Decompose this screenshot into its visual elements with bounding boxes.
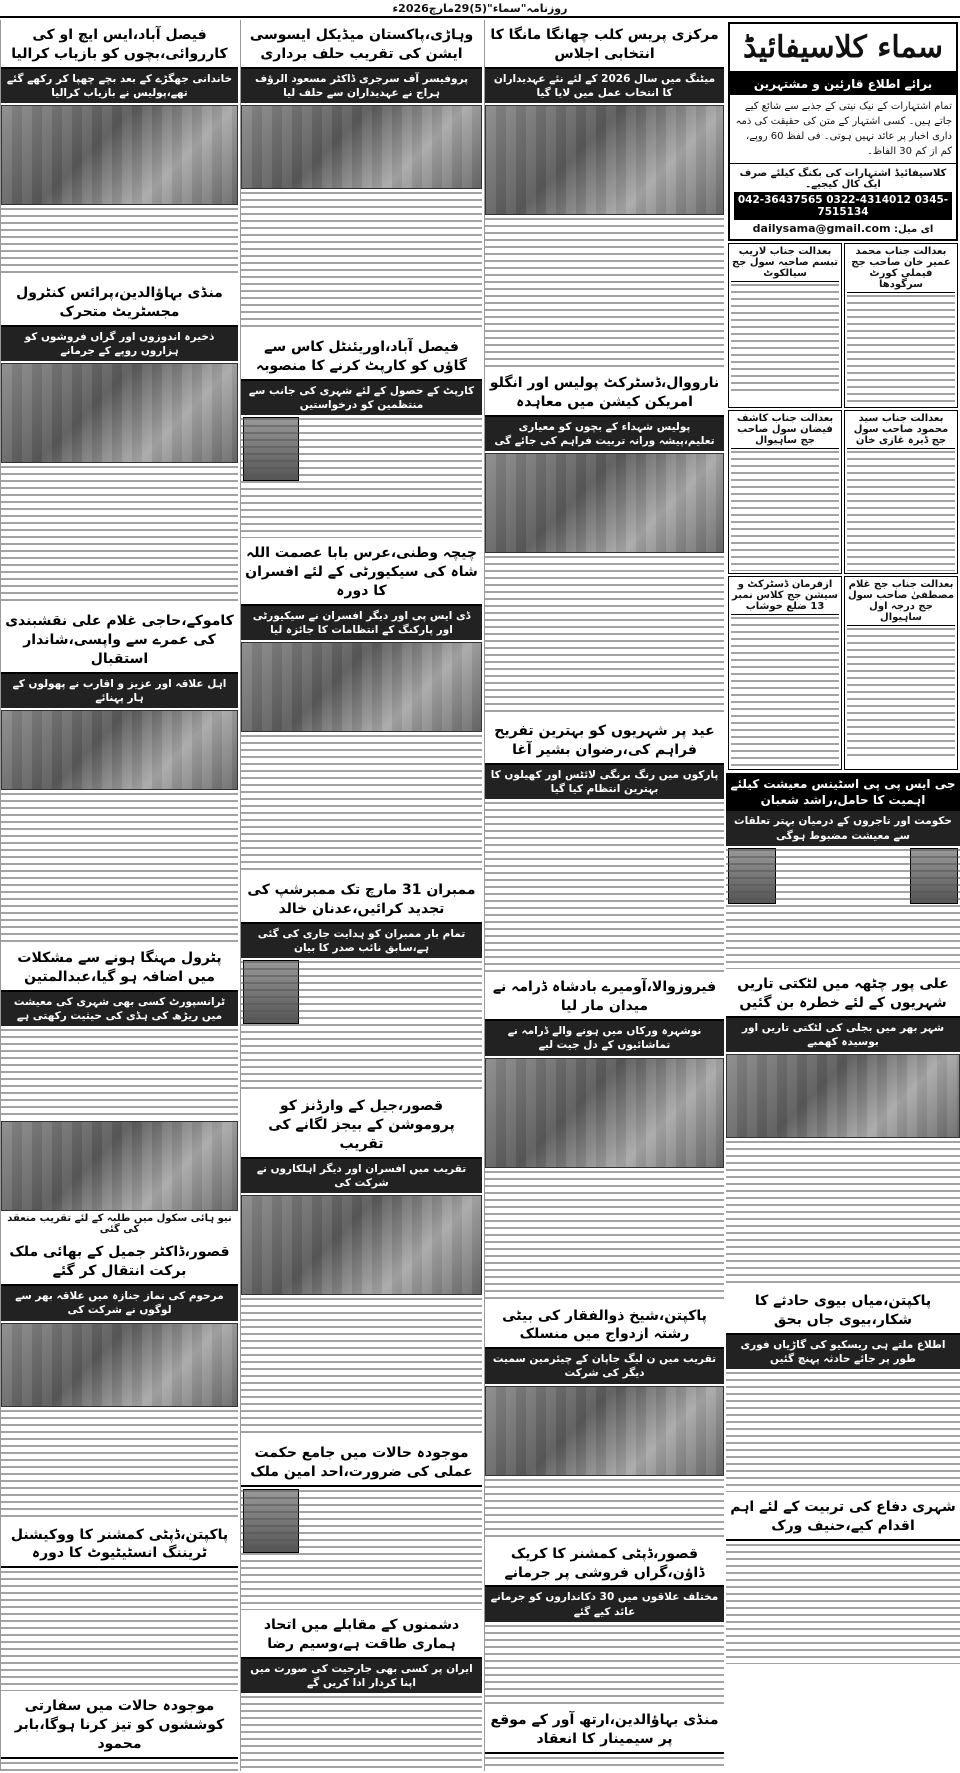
column-3 bbox=[240, 20, 482, 1771]
headline: شہری دفاع کی تربیت کے لئے اہم اقدام کیے،حنیف ورک bbox=[726, 1495, 960, 1541]
court-notice: بعدالت جناب محمد عمیر خان صاحب جج فیملی کورٹ سرگودھا bbox=[844, 243, 958, 408]
article-text bbox=[485, 1479, 724, 1539]
news-photo bbox=[1, 710, 238, 790]
court-notice: بعدالت جناب لاریب تبسم صاحبہ سول جج سیالکوٹ bbox=[728, 243, 842, 408]
classified-note: تمام اشتہارات کے نیک نیتی کے جذبے سے شائع کیے جاتے ہیں۔ کسی اشتہار کے متن کی حقیقت کی ذمہ داری اخبار پر عائد نہیں ہوتی۔ فی لفظ 60 روپے، کم از کم 30 الفاظ۔ bbox=[735, 101, 952, 157]
photo-caption: نیو ہائی سکول میں طلبہ کے لئے تقریب منعقد کی گئی bbox=[7, 1213, 232, 1236]
headline: جی ایس پی پی اسٹینس معیشت کیلئے اہمیت کا حامل،راشد شعبان bbox=[726, 773, 960, 811]
headline: پاکپتن،ڈپٹی کمشنر کا ووکیشنل ٹریننگ انسٹیٹیوٹ کا دورہ bbox=[1, 1523, 238, 1569]
article-text bbox=[1, 208, 238, 278]
article-text bbox=[485, 556, 724, 716]
news-photo bbox=[1, 105, 238, 205]
article-text bbox=[726, 1141, 960, 1286]
article-text bbox=[241, 735, 482, 875]
news-photo bbox=[1, 363, 238, 463]
headline: فیصل آباد،اوریئنٹل کاس سے گاؤں کو کارپٹ کرنے کا منصوبہ bbox=[241, 335, 482, 381]
headline: مرکزی پریس کلب چھانگا مانگا کا انتخابی اجلاس bbox=[485, 23, 724, 69]
article-text bbox=[726, 849, 960, 969]
headline: قصور،جیل کے وارڈنز کو پروموشن کے بیجز لگانے کی تقریب bbox=[241, 1094, 482, 1159]
news-photo bbox=[726, 1054, 960, 1138]
headline: منڈی بہاؤالدین،پرائس کنٹرول مجسٹریٹ متحرک bbox=[1, 281, 238, 327]
article-text bbox=[1, 1571, 238, 1691]
headline: قصور،ڈاکٹر جمیل کے بھائی ملک برکت انتقال کر گئے bbox=[1, 1240, 238, 1286]
news-photo bbox=[1, 1323, 238, 1407]
column-4 bbox=[0, 20, 238, 1771]
headline: پاکپتن،شیخ ذوالفقار کی بیٹی رشتہ ازدواج میں منسلک bbox=[485, 1304, 724, 1350]
subheadline: تمام بار ممبران کو ہدایت جاری کی گئی ہے،سابق نائب صدر کا بیان bbox=[241, 924, 482, 958]
article-text bbox=[241, 961, 482, 1091]
article-text bbox=[485, 802, 724, 972]
subheadline: شہر بھر میں بجلی کی لٹکتی تاریں اور بوسیدہ کھمبے bbox=[726, 1018, 960, 1052]
article-text bbox=[241, 1696, 482, 1771]
article-text bbox=[1, 1029, 238, 1119]
article-text bbox=[1, 1762, 238, 1771]
subheadline: حکومت اور تاجروں کے درمیان بہتر تعلقات سے معیشت مضبوط ہوگی bbox=[726, 811, 960, 845]
column-2 bbox=[484, 20, 724, 1771]
news-photo bbox=[485, 453, 724, 553]
subheadline: ایران پر کسی بھی جارحیت کی صورت میں اپنا کردار ادا کریں گے bbox=[241, 1659, 482, 1693]
headline: نارووال،ڈسٹرکٹ پولیس اور انگلو امریکن کیشن میں معاہدہ bbox=[485, 371, 724, 417]
subheadline: تقریب میں افسران اور دیگر اہلکاروں نے شرکت کی bbox=[241, 1159, 482, 1193]
email-label: ای میل: bbox=[894, 224, 934, 235]
phone-numbers: 042-36437565 0322-4314012 0345-7515134 bbox=[734, 192, 952, 220]
headline: موجودہ حالات میں سفارتی کوششوں کو تیز کرنا ہوگا،بابر محمود bbox=[1, 1694, 238, 1759]
headline: موجودہ حالات میں جامع حکمت عملی کی ضرورت،احد امین ملک bbox=[241, 1441, 482, 1487]
classified-box bbox=[728, 22, 958, 241]
subheadline: کارپٹ کے حصول کے لئے شہری کی جانب سے منتظمین کو درخواستیں bbox=[241, 381, 482, 415]
headline: چیچہ وطنی،عرس بابا عصمت اللہ شاہ کی سیکیورٹی کے لئے افسران کا دورہ bbox=[241, 541, 482, 606]
subheadline: خاندانی جھگڑے کے بعد بچے چھپا کر رکھے گئے تھے،پولیس نے بازیاب کرالیا bbox=[1, 69, 238, 103]
article-text bbox=[726, 1372, 960, 1492]
article-text bbox=[241, 192, 482, 332]
court-notice: بعدالت جناب سید محمود صاحب سول جج ڈیرہ غازی خان bbox=[844, 410, 958, 574]
news-photo bbox=[241, 1195, 482, 1295]
headline: قصور،ڈپٹی کمشنر کا کریک ڈاؤن،گراں فروشی پر جرمانے bbox=[485, 1542, 724, 1588]
article-text bbox=[241, 418, 482, 538]
article-text bbox=[485, 218, 724, 368]
subheadline: اطلاع ملتے ہی ریسکیو کی گاڑیاں فوری طور پر جائے حادثہ پہنچ گئیں bbox=[726, 1335, 960, 1369]
headline: علی پور چٹھہ میں لٹکتی تاریں شہریوں کے لئے خطرہ بن گئیں bbox=[726, 972, 960, 1018]
article-text bbox=[485, 1625, 724, 1705]
subheadline: ٹرانسپورٹ کسی بھی شہری کی معیشت میں ریڑھ کی ہڈی کی حیثیت رکھتی ہے bbox=[1, 992, 238, 1026]
column-classifieds bbox=[726, 20, 960, 1771]
subheadline: میٹنگ میں سال 2026 کے لئے نئے عہدیداران کا انتخاب عمل میں لایا گیا bbox=[485, 69, 724, 103]
subheadline: مرحوم کی نماز جنازہ میں علاقہ بھر سے لوگوں نے شرکت کی bbox=[1, 1286, 238, 1320]
subheadline: تقریب میں ن لیگ جاپان کے چیئرمین سمیت دیگر کی شرکت bbox=[485, 1349, 724, 1383]
article-text bbox=[726, 1544, 960, 1664]
subheadline: نوشہرہ ورکاں میں ہونے والے ڈرامہ نے تماشائیوں کے دل جیت لیے bbox=[485, 1021, 724, 1055]
article-text bbox=[1, 1410, 238, 1520]
headline: ممبران 31 مارچ تک ممبرشپ کی تجدید کرائیں،عدنان خالد bbox=[241, 878, 482, 924]
subheadline: اہل علاقہ اور عزیز و اقارب نے پھولوں کے ہار پہنائے bbox=[1, 674, 238, 708]
news-photo bbox=[1, 1121, 238, 1211]
headline: پاکپتن،میاں بیوی حادثے کا شکار،بیوی جاں بحق bbox=[726, 1289, 960, 1335]
news-photo bbox=[485, 105, 724, 215]
subheadline: مختلف علاقوں میں 30 دکانداروں کو جرمانے عائد کیے گئے bbox=[485, 1587, 724, 1621]
classified-contact bbox=[730, 163, 956, 239]
subheadline: پروفیسر آف سرجری ڈاکٹر مسعود الرؤف ہراج نے عہدیداران سے حلف لیا bbox=[241, 69, 482, 103]
headline: فیروزوالا،آومیرے بادشاہ ڈرامہ نے میدان مار لیا bbox=[485, 975, 724, 1021]
article-text bbox=[485, 1171, 724, 1301]
headline: دشمنوں کے مقابلے میں اتحاد ہماری طاقت ہے،وسیم رضا bbox=[241, 1613, 482, 1659]
masthead: روزنامہ"سماء"(5)29مارچ2026ء bbox=[0, 0, 960, 18]
contact-label: کلاسیفائیڈ اشتہارات کی بکنگ کیلئے صرف ایک کال کیجیے۔ bbox=[739, 168, 947, 190]
article-text bbox=[241, 1298, 482, 1438]
subheadline: ذخیرہ اندوزوں اور گراں فروشوں کو ہزاروں روپے کے جرمانے bbox=[1, 327, 238, 361]
classified-title: سماء کلاسیفائیڈ bbox=[730, 24, 956, 73]
headline: فیصل آباد،ایس ایچ او کی کارروائی،بچوں کو بازیاب کرالیا bbox=[1, 23, 238, 69]
news-photo bbox=[241, 105, 482, 189]
court-notice: بعدالت جناب جج غلام مصطفیٰ صاحب سول جج درجہ اول ساہیوال bbox=[844, 576, 958, 770]
subheadline: پولیس شہداء کے بچوں کو معیاری تعلیم،پیشہ ورانہ تربیت فراہم کی جائے گی bbox=[485, 417, 724, 451]
article-text bbox=[485, 1757, 724, 1771]
headline: عید پر شہریوں کو بہترین تفریح فراہم کی،رضوان بشیر آغا bbox=[485, 719, 724, 765]
headline: پٹرول مہنگا ہونے سے مشکلات میں اضافہ ہو گیا،عبدالمتین bbox=[1, 946, 238, 992]
article-text bbox=[1, 793, 238, 943]
headline: کاموکے،حاجی غلام علی نقشبندی کی عمرے سے واپسی،شاندار استقبال bbox=[1, 609, 238, 674]
court-notice: بعدالت جناب کاشف فیضان سول صاحب جج ساہیوال bbox=[728, 410, 842, 574]
subheadline: ڈی ایس پی اور دیگر افسران نے سیکیورٹی اور پارکنگ کے انتظامات کا جائزہ لیا bbox=[241, 606, 482, 640]
news-photo bbox=[485, 1058, 724, 1168]
article-text bbox=[1, 466, 238, 606]
news-photo bbox=[485, 1386, 724, 1476]
headline: منڈی بہاؤالدین،ارتھ آور کے موقع پر سیمینار کا انعقاد bbox=[485, 1708, 724, 1754]
article-text bbox=[241, 1490, 482, 1610]
email-link[interactable]: dailysama@gmail.com bbox=[752, 222, 891, 235]
headline: وہاڑی،پاکستان میڈیکل ایسوسی ایشن کی تقریب حلف برداری bbox=[241, 23, 482, 69]
news-photo bbox=[241, 642, 482, 732]
court-notice: ازفرمان ڈسٹرکٹ و سیشن جج کلاس نمبر 13 ضلع خوشاب bbox=[728, 576, 842, 770]
subheadline: پارکوں میں رنگ برنگی لائٹس اور کھیلوں کا بہترین انتظام کیا گیا bbox=[485, 765, 724, 799]
court-notices bbox=[728, 243, 958, 770]
classified-subtitle: برائے اطلاع قارئین و مشتہرین bbox=[730, 73, 956, 95]
